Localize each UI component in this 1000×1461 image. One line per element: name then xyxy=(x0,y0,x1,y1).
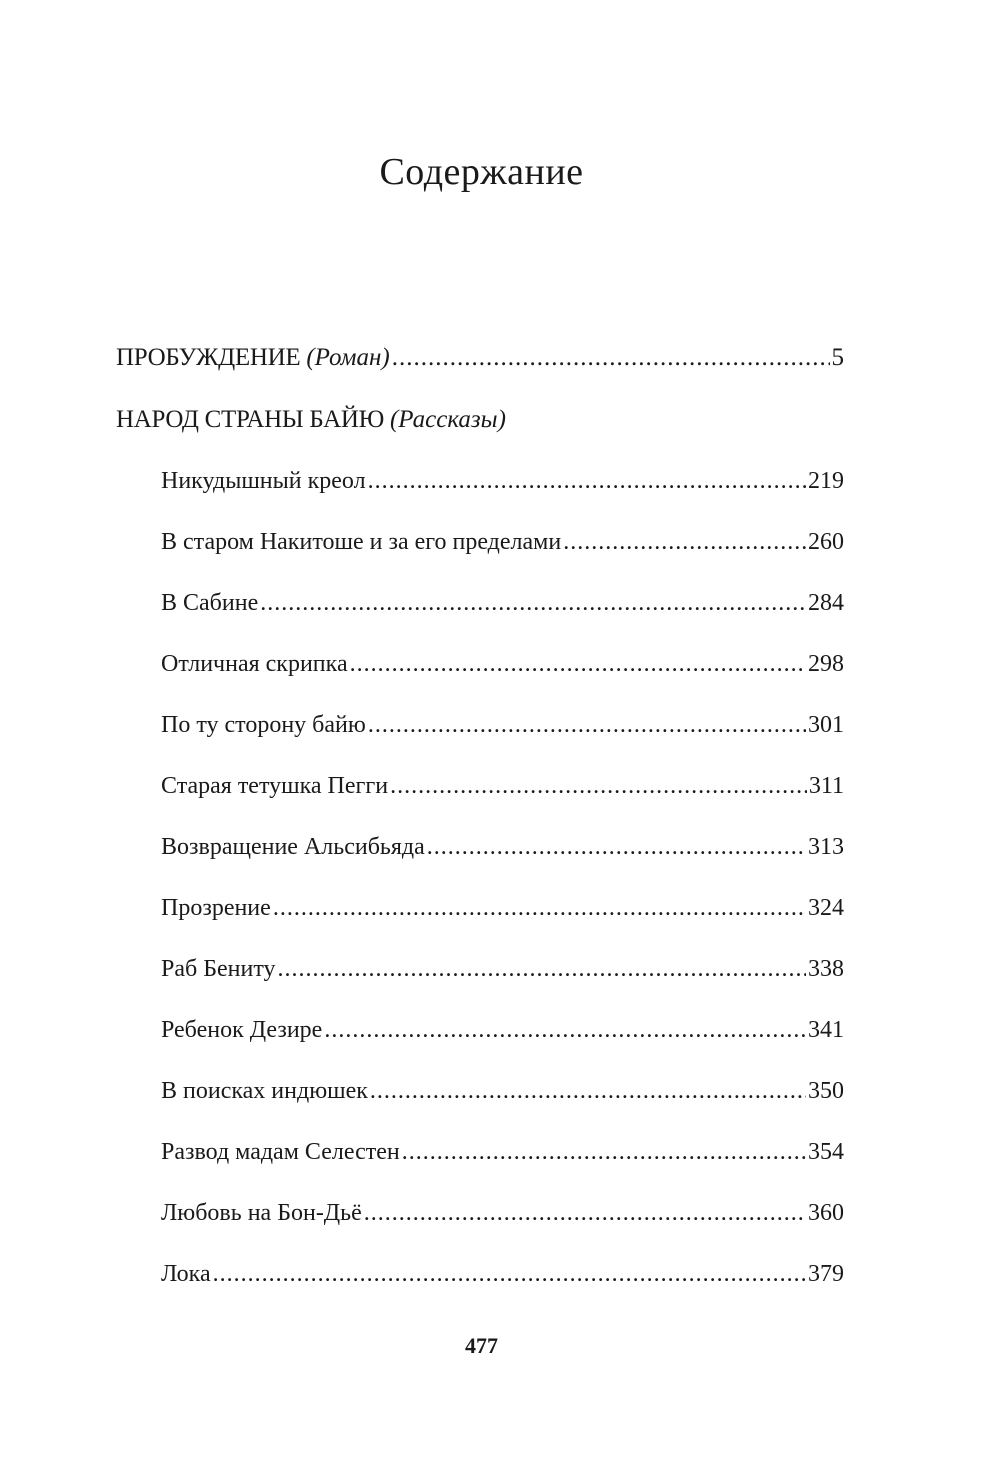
toc-entry[interactable] xyxy=(161,463,844,499)
page-number: 313 xyxy=(808,834,844,860)
page-number: 311 xyxy=(808,773,844,799)
toc-entry[interactable] xyxy=(161,646,844,682)
toc-entry[interactable] xyxy=(161,1012,844,1048)
page-number: 338 xyxy=(808,956,844,982)
toc-entry[interactable] xyxy=(161,829,844,865)
toc-entry[interactable] xyxy=(161,1073,844,1109)
entry-title: Никудышный креол xyxy=(161,468,366,494)
page-number: 219 xyxy=(808,468,844,494)
dot-leader xyxy=(260,585,806,621)
dot-leader xyxy=(402,1134,806,1170)
entry-title: Лока xyxy=(161,1261,211,1287)
dot-leader xyxy=(563,524,806,560)
entry-title: Раб Бениту xyxy=(161,956,276,982)
entry-title: Развод мадам Селестен xyxy=(161,1139,400,1165)
dot-leader xyxy=(368,463,806,499)
dot-leader xyxy=(213,1256,806,1292)
page-number: 341 xyxy=(808,1017,844,1043)
page-number: 260 xyxy=(808,529,844,555)
dot-leader xyxy=(324,1012,806,1048)
page-number: 324 xyxy=(808,895,844,921)
dot-leader xyxy=(427,829,806,865)
toc-part-novel[interactable] xyxy=(116,340,844,376)
page-number: 354 xyxy=(808,1139,844,1165)
toc-entry[interactable] xyxy=(161,951,844,987)
toc-part-stories[interactable] xyxy=(116,402,844,438)
dot-leader xyxy=(392,340,830,376)
entry-title: Прозрение xyxy=(161,895,271,921)
dot-leader xyxy=(350,646,806,682)
part-title: НАРОД СТРАНЫ БАЙЮ xyxy=(116,406,384,433)
dot-leader xyxy=(273,890,806,926)
toc-entry[interactable] xyxy=(161,890,844,926)
toc-entry[interactable] xyxy=(161,585,844,621)
page-title: Содержание xyxy=(379,151,584,193)
toc-entry[interactable] xyxy=(161,707,844,743)
entry-title: Отличная скрипка xyxy=(161,651,348,677)
toc-entry[interactable] xyxy=(161,524,844,560)
dot-leader xyxy=(368,707,806,743)
page-number: 284 xyxy=(808,590,844,616)
page-folio-number: 477 xyxy=(465,1333,498,1358)
entry-title: В старом Накитоше и за его пределами xyxy=(161,529,562,555)
page-number: 360 xyxy=(808,1200,844,1226)
dot-leader xyxy=(390,768,807,804)
page-number: 301 xyxy=(808,712,844,738)
page-number: 350 xyxy=(808,1078,844,1104)
toc-entry[interactable] xyxy=(161,768,844,804)
dot-leader xyxy=(278,951,806,987)
toc-entry[interactable] xyxy=(161,1256,844,1292)
entry-title: В поисках индюшек xyxy=(161,1078,368,1104)
toc-entry[interactable] xyxy=(161,1134,844,1170)
page-number: 298 xyxy=(808,651,844,677)
entry-title: Старая тетушка Пегги xyxy=(161,773,389,799)
dot-leader xyxy=(364,1195,806,1231)
entry-title: Ребенок Дезире xyxy=(161,1017,323,1043)
part-genre: (Роман) xyxy=(306,344,390,371)
page-number: 5 xyxy=(831,344,844,371)
part-genre: (Рассказы) xyxy=(389,406,506,433)
part-title: ПРОБУЖДЕНИЕ xyxy=(116,344,301,371)
toc-entry[interactable] xyxy=(161,1195,844,1231)
page-number: 379 xyxy=(808,1261,844,1287)
entry-title: По ту сторону байю xyxy=(161,712,366,738)
dot-leader xyxy=(370,1073,806,1109)
entry-title: Любовь на Бон-Дьё xyxy=(161,1200,362,1226)
entry-title: Возвращение Альсибьяда xyxy=(161,834,425,860)
entry-title: В Сабине xyxy=(161,590,259,616)
